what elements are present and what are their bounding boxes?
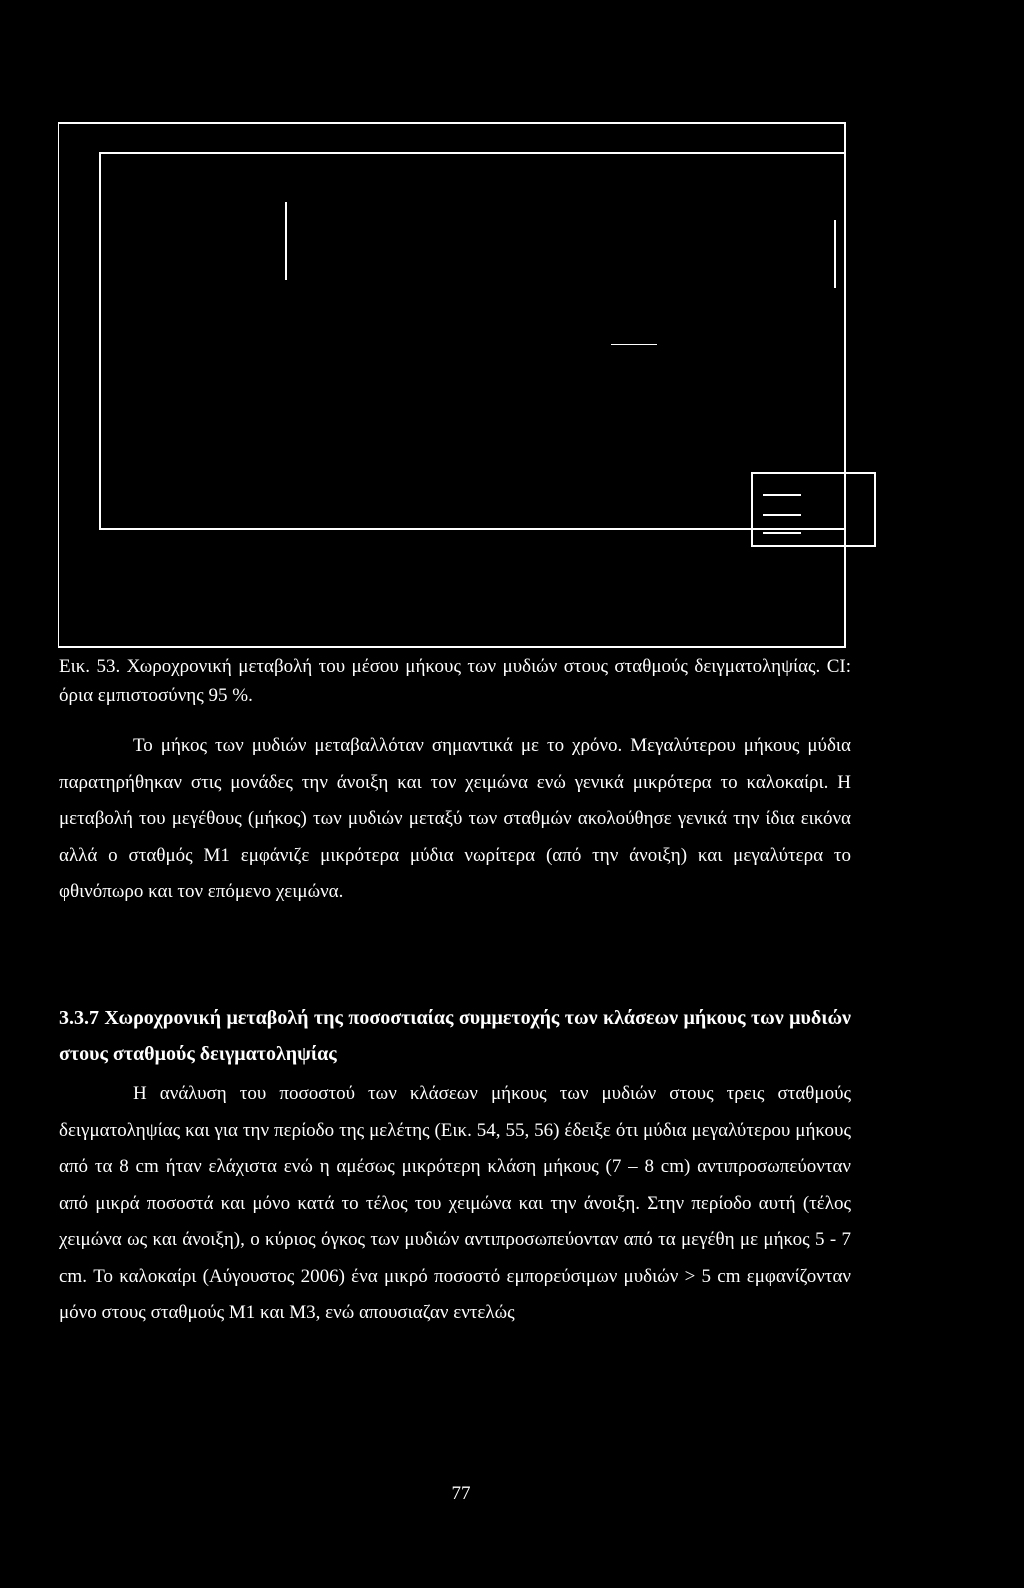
body-paragraph: Το μήκος των μυδιών μεταβαλλόταν σημαντικά με το χρόνο. Μεγαλύτερου μήκους μύδια παρατηρήθηκαν στις μονάδες την άνοιξη και τον χειμώνα ενώ γενικά μικρότερα το καλοκαίρι. Η μεταβολή του μεγέθους (μήκος) των μυδιών μεταξύ των σταθμών ακολούθησε γενικά την ίδια εικόνα αλλά ο σταθμός Μ1 εμφάνιζε μικρότερα μύδια νωρίτερα (από την άνοιξη) και μεγαλύτερα το φθινόπωρο και τον επόμενο χειμώνα. bbox=[59, 735, 851, 902]
legend-line bbox=[763, 532, 801, 534]
page-number: 77 bbox=[451, 1483, 471, 1504]
body-paragraph: Η ανάλυση του ποσοστού των κλάσεων μήκους των μυδιών στους τρεις σταθμούς δειγματοληψίας και για την περίοδο της μελέτης (Εικ. 54, 55, 56) έδειξε ότι μύδια μεγαλύτερου μήκους από τα 8 cm ήταν ελάχιστα ενώ η αμέσως μικρότερη κλάση μήκους (7 – 8 cm) αντιπροσωπεύονταν από μικρά ποσοστά και μόνο κατά το τέλος του χειμώνα και την άνοιξη. Στην περίοδο αυτή (τέλος χειμώνα ως και άνοιξη), ο κύριος όγκος των μυδιών αντιπροσωπεύονταν από τα μεγέθη με μήκος 5 - 7 cm. Το καλοκαίρι (Αύγουστος 2006) ένα μικρό ποσοστό εμπορεύσιμων μυδιών > 5 cm εμφανίζονταν μόνο στους σταθμούς Μ1 και Μ3, ενώ απουσιαζαν εντελώς bbox=[59, 1083, 851, 1323]
mean-marker bbox=[611, 344, 657, 345]
legend-line bbox=[763, 494, 801, 496]
figure-frame bbox=[58, 122, 846, 648]
section-heading: 3.3.7 Χωροχρονική μεταβολή της ποσοστιαίας συμμετοχής των κλάσεων μήκους των μυδιών στους σταθμούς δειγματοληψίας bbox=[59, 1007, 851, 1065]
figure-caption: Εικ. 53. Χωροχρονική μεταβολή του μέσου μήκους των μυδιών στους σταθμούς δειγματοληψίας. CI: όρια εμπιστοσύνης 95 %. bbox=[59, 656, 851, 706]
legend-line bbox=[763, 514, 801, 516]
error-bar bbox=[285, 202, 287, 280]
legend-box bbox=[751, 472, 876, 547]
plot-area bbox=[99, 152, 845, 530]
error-bar bbox=[834, 220, 836, 288]
